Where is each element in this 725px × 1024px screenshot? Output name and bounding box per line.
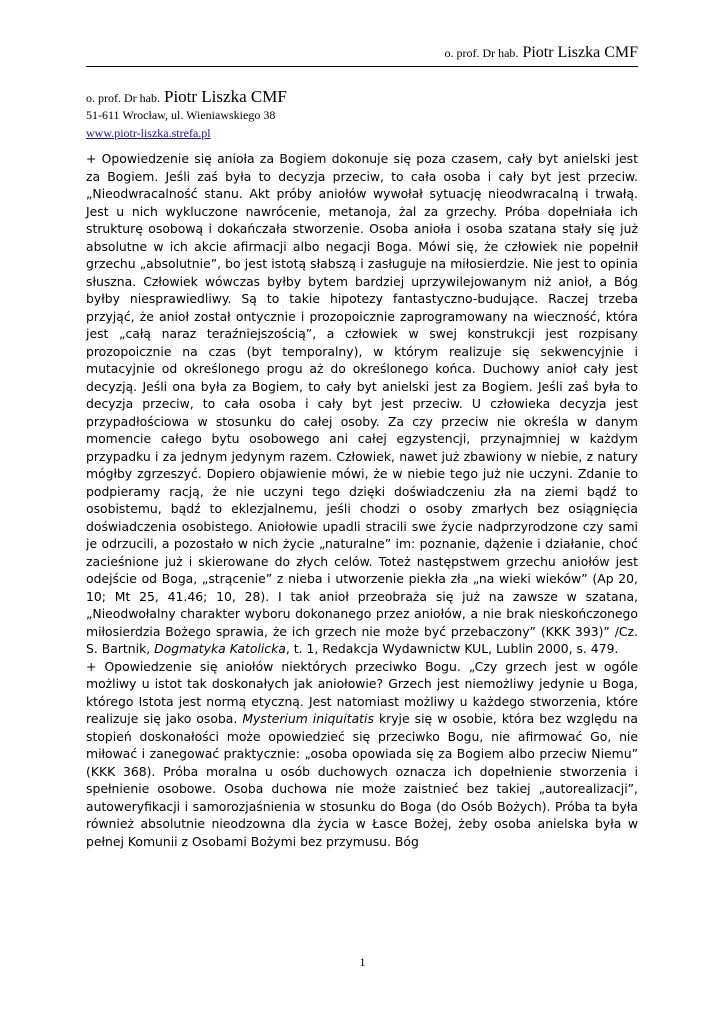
running-header	[0, 44, 638, 62]
book-title: Dogmatyka Katolicka	[154, 641, 286, 656]
author-address: 51-611 Wrocław, ul. Wieniawskiego 38	[86, 108, 276, 122]
paragraph-text: + Opowiedzenie się anioła za Bogiem dokonuje się poza czasem, cały byt anielski jest za Bogiem. Jeśli zaś była to decyzja przeciw, to cała osoba i cały byt jest przeciw. „Nieodwracalność stanu. Akt próby aniołów wywołał sytuację nieodwracalną i trwałą. Jest u nich wykluczone nawrócenie, metanoja, żal za grzechy. Próba dopełniała ich strukturę osobową i dokańczała stworzenie. Osoba anioła i osoba szatana stały się już absolutne w ich akcie afirmacji albo negacji Boga. Mówi się, że człowiek nie popełnił grzechu „absolutnie”, bo jest istotą słabszą i zasługuje na miłosierdzie. Nie jest to opinia słuszna. Człowiek wówczas byłby bytem bardziej uprzywilejowanym niż anioł, a Bóg byłby niesprawiedliwy. Są to takie hipotezy fantastyczno-budujące. Raczej trzeba przyjąć, że anioł został ontycznie i prozopoicznie zaprogramowany na wieczność, która jest „całą naraz teraźniejszością”, a człowiek w swej konstrukcji jest rozpisany prozopoicznie na czas (byt temporalny), w którym realizuje się sekwencyjnie i mutacyjnie od określonego progu aż do określonego końca. Duchowy anioł cały jest decyzją. Jeśli ona była za Bogiem, to cały byt anielski jest za Bogiem. Jeśli zaś była to decyzja przeciw, to cała osoba i cały byt jest przeciw. U człowieka decyzja jest przypadłościowa w stosunku do całej osoby. Za czy przeciw nie określa w danym momencie całego bytu osobowego ani całej egzystencji, przynajmniej w każdym przypadku i za jednym jedynym razem. Człowiek, nawet już zbawiony w niebie, z natury mógłby zgrzeszyć. Dopiero objawienie mówi, że w niebie tego już nie uczyni. Zdanie to podpieramy racją, że nie uczyni tego dzięki doświadczeniu zła na ziemi bądź to osobistemu, bądź to eklezjalnemu, jeśli chodzi o osoby zmarłych bez osiągnięcia doświadczenia osobistego. Aniołowie upadli stracili swe życie nadprzyrodzone czy sami je odrzucili, a pozostało w nich życie „naturalne” im: poznanie, dążenie i działanie, choć zacieśnione już i skierowane do złych celów. Toteż następstwem grzechu aniołów jest odejście od Boga, „strącenie” z nieba i utworzenie piekła zła „na wieki wieków” (Ap 20, 10; Mt 25, 41.46; 10, 28). I tak anioł przeobraża się już na zawsze w szatana, „Nieodwołalny charakter wyboru dokonanego przez aniołów, a nie brak nieskończonego miłosierdzia Bożego sprawia, że ich grzech nie może być przebaczony” (KKK 393)” /Cz. S. Bartnik,	[86, 151, 638, 656]
latin-phrase: Mysterium iniquitatis	[242, 711, 374, 726]
paragraph	[86, 658, 638, 851]
paragraph-text: kryje się w osobie, która bez względu na stopień doskonałości może opowiedzieć się przeciwko Bogu, nie afirmować Go, nie miłować i zanegować praktycznie: „osoba opowiada się za Bogiem albo przeciw Niemu” (KKK 368). Próba moralna u osób duchowych oznacza ich dopełnienie stworzenia i spełnienie osobowe. Osoba duchowa nie może zaistnieć bez takiej „autorealizacji”, autoweryfikacji i samorozjaśnienia w stosunku do Boga (do Osób Bożych). Próba ta była również absolutnie nieodzowna dla życia w Łasce Bożej, żeby osoba anielska była w pełnej Komunii z Osobami Bożymi bez przymusu. Bóg	[86, 711, 638, 849]
paragraph-text: + Opowiedzenie się aniołów niektórych przeciwko Bogu. „Czy grzech jest w ogóle możliwy u istot tak doskonałych jak aniołowie? Grzech jest niemożliwy jedynie u Boga, którego Istota jest normą etyczną. Jest natomiast możliwy u każdego stworzenia, które realizuje się jako osoba.	[86, 658, 638, 726]
header-author-name: Piotr Liszka CMF	[522, 44, 638, 61]
author-block	[86, 86, 287, 143]
paragraph	[86, 150, 638, 658]
document-body	[86, 150, 638, 850]
header-title-prefix: o. prof. Dr hab.	[444, 46, 519, 60]
author-website-link[interactable]: www.piotr-liszka.strefa.pl	[86, 126, 211, 140]
author-name: Piotr Liszka CMF	[163, 87, 287, 106]
header-rule	[86, 66, 638, 67]
page-number: 1	[359, 955, 366, 969]
author-line	[86, 86, 287, 108]
paragraph-text: , t. 1, Redakcja Wydawnictw KUL, Lublin 2000, s. 479.	[285, 641, 619, 656]
author-title-prefix: o. prof. Dr hab.	[86, 91, 160, 105]
